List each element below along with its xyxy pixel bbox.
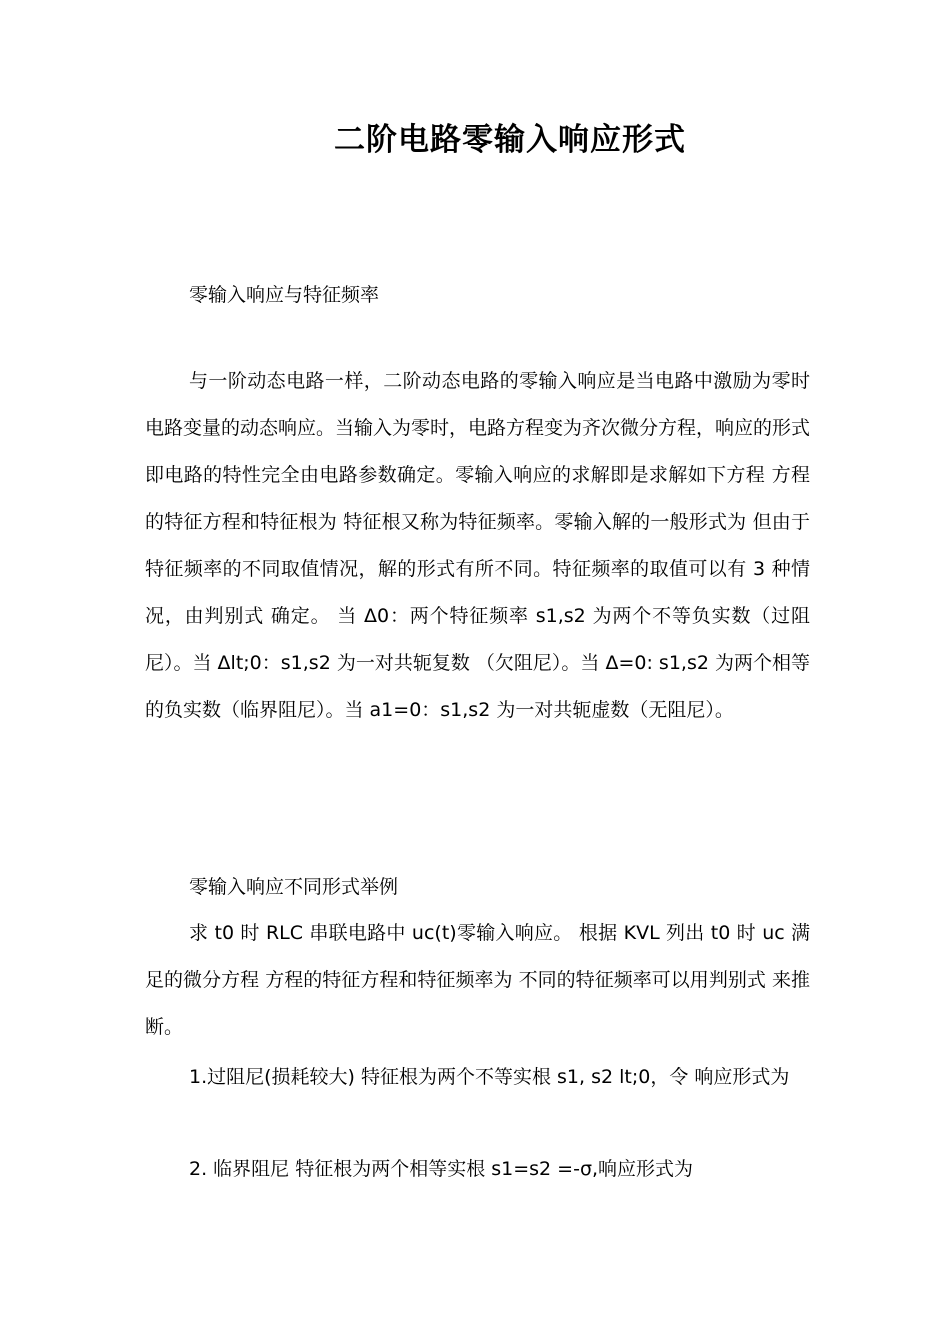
section-heading-characteristic-frequency: 零输入响应与特征频率: [189, 284, 380, 306]
document-title: 二阶电路零输入响应形式: [334, 122, 686, 158]
section-heading-examples: 零输入响应不同形式举例: [189, 876, 399, 898]
list-item-overdamped: 1.过阻尼(损耗较大) 特征根为两个不等实根 s1, s2 lt;0，令 响应形式为: [189, 1066, 790, 1088]
list-item-critically-damped: 2. 临界阻尼 特征根为两个相等实根 s1=s2 =-σ,响应形式为: [189, 1158, 694, 1180]
body-paragraph-rlc-example: 求 t0 时 RLC 串联电路中 uc(t)零输入响应。 根据 KVL 列出 t0 时 uc 满足的微分方程 方程的特征方程和特征频率为 不同的特征频率可以用判别式 来推断。: [145, 922, 810, 1038]
body-paragraph-zero-input-response: 与一阶动态电路一样，二阶动态电路的零输入响应是当电路中激励为零时电路变量的动态响应。当输入为零时，电路方程变为齐次微分方程，响应的形式即电路的特性完全由电路参数确定。零输入响应的求解即是求解如下方程 方程的特征方程和特征根为 特征根又称为特征频率。零输入解的一般形式为 但由于特征频率的不同取值情况，解的形式有所不同。特征频率的取值可以有 3 种情况，由判别式 确定。 当 Δ0：两个特征频率 s1,s2 为两个不等负实数（过阻尼）。当 Δlt;0：s1,s2 为一对共轭复数 （欠阻尼）。当 Δ=0: s1,s2 为两个相等的负实数（临界阻尼）。当 a1=0：s1,s2 为一对共轭虚数（无阻尼）。: [145, 370, 811, 721]
